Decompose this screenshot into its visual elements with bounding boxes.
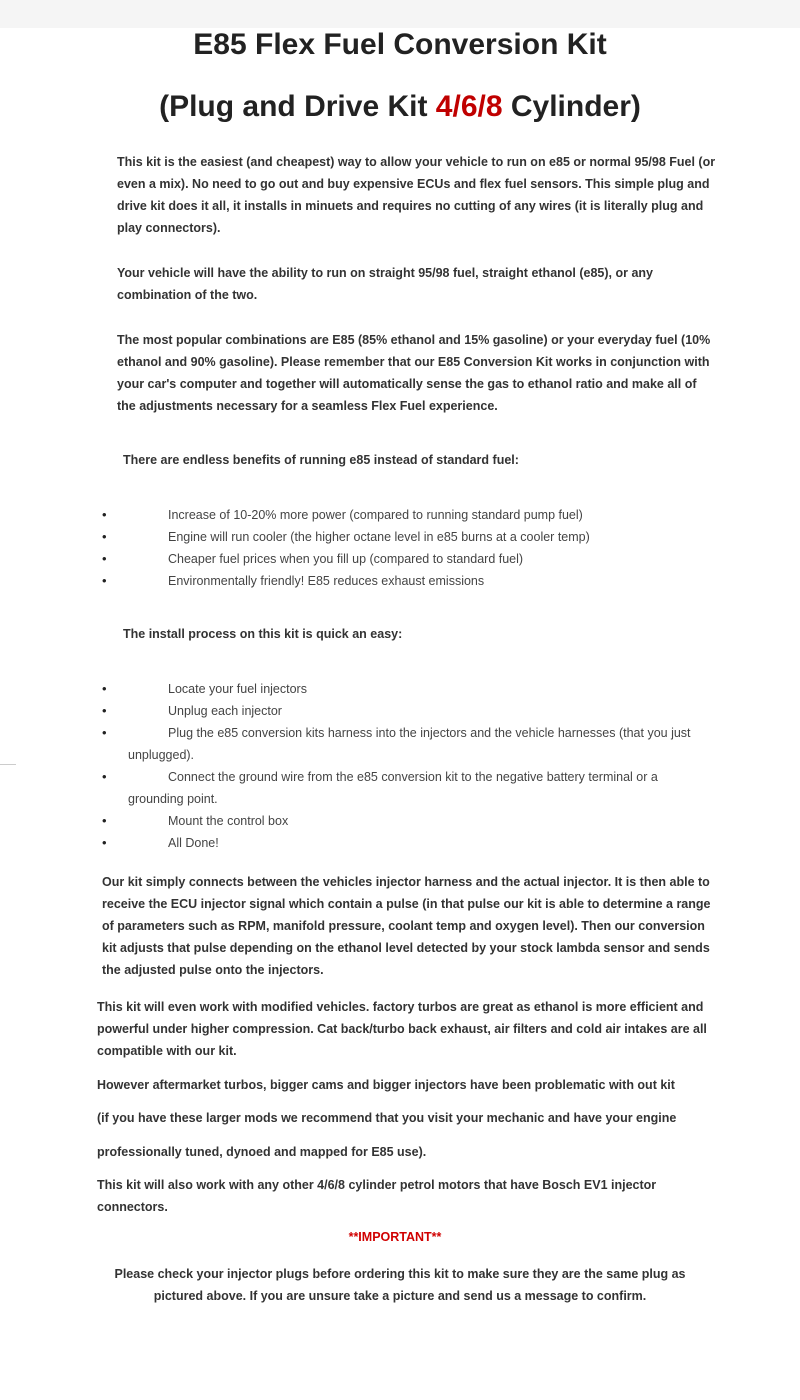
benefit-item <box>100 526 720 548</box>
install-step-text: Plug the e85 conversion kits harness into the injectors and the vehicle harnesses (that you just <box>168 726 691 740</box>
bullet: • <box>102 703 107 718</box>
how-it-works-paragraph: Our kit simply connects between the vehicles injector harness and the actual injector. It is then able to receive the ECU injector signal which contain a pulse (in that pulse our kit is able to determine a range of parameters such as RPM, manifold pressure, coolant temp and oxygen level). Then our conversion kit adjusts that pulse depending on the ethanol level detected by your stock lambda sensor and sends the adjusted pulse onto the injectors. <box>102 875 711 977</box>
install-step <box>100 832 720 854</box>
install-heading: The install process on this kit is quick an easy: <box>123 627 403 641</box>
install-step-text: Locate your fuel injectors <box>168 682 307 696</box>
install-step-continuation: grounding point. <box>128 792 218 806</box>
bullet: • <box>102 813 107 828</box>
subtitle-suffix: Cylinder) <box>502 90 641 123</box>
compatibility-paragraph: This kit will also work with any other 4/6/8 cylinder petrol motors that have Bosch EV1 injector connectors. <box>97 1178 657 1214</box>
benefits-heading: There are endless benefits of running e85 instead of standard fuel: <box>123 453 519 467</box>
benefit-text: Cheaper fuel prices when you fill up (compared to standard fuel) <box>168 552 524 566</box>
closing-paragraph: Please check your injector plugs before ordering this kit to make sure they are the same plug as pictured above. If you are unsure take a picture and send us a message to confirm. <box>114 1267 686 1303</box>
intro-paragraph-3: The most popular combinations are E85 (85% ethanol and 15% gasoline) or your everyday fuel (10% ethanol and 90% gasoline). Please remember that our E85 Conversion Kit works in conjunction with your car's computer and together will automatically sense the gas to ethanol ratio and make all of the adjustments necessary for a seamless Flex Fuel experience. <box>117 333 711 413</box>
subtitle-cylinders: 4/6/8 <box>435 90 503 123</box>
install-step <box>100 722 720 766</box>
intro-paragraph-2: Your vehicle will have the ability to run on straight 95/98 fuel, straight ethanol (e85), or any combination of the two. <box>117 266 653 302</box>
install-step <box>100 678 720 700</box>
install-step <box>100 766 720 810</box>
bullet: • <box>102 681 107 696</box>
install-step-text: All Done! <box>168 836 219 850</box>
benefits-list <box>100 504 720 592</box>
aftermarket-line-3: professionally tuned, dynoed and mapped for E85 use). <box>97 1145 427 1159</box>
install-steps-list <box>100 678 720 854</box>
benefit-text: Increase of 10-20% more power (compared to running standard pump fuel) <box>168 508 583 522</box>
edge-mark <box>0 764 16 765</box>
bullet: • <box>102 769 107 784</box>
aftermarket-line-2: (if you have these larger mods we recommend that you visit your mechanic and have your engine <box>97 1111 677 1125</box>
bullet: • <box>102 725 107 740</box>
bullet: • <box>102 835 107 850</box>
subtitle-prefix: (Plug and Drive Kit <box>159 90 436 123</box>
benefit-item <box>100 570 720 592</box>
bullet: • <box>102 573 107 588</box>
bullet: • <box>102 507 107 522</box>
intro-paragraph-1: This kit is the easiest (and cheapest) way to allow your vehicle to run on e85 or normal 95/98 Fuel (or even a mix). No need to go out and buy expensive ECUs and flex fuel sensors. This simple plug and drive kit does it all, it installs in minuets and requires no cutting of any wires (it is literally plug and play connectors). <box>117 155 716 235</box>
modified-vehicles-paragraph: This kit will even work with modified vehicles. factory turbos are great as ethanol is more efficient and powerful under higher compression. Cat back/turbo back exhaust, air filters and cold air intakes are all compatible with our kit. <box>97 1000 707 1058</box>
benefit-item <box>100 504 720 526</box>
page-subtitle <box>0 90 800 124</box>
page-title: E85 Flex Fuel Conversion Kit <box>193 28 607 61</box>
install-step <box>100 810 720 832</box>
install-step-continuation: unplugged). <box>128 748 195 762</box>
benefit-text: Environmentally friendly! E85 reduces exhaust emissions <box>168 574 485 588</box>
bullet: • <box>102 529 107 544</box>
bullet: • <box>102 551 107 566</box>
install-step-text: Unplug each injector <box>168 704 282 718</box>
important-label: **IMPORTANT** <box>348 1230 442 1244</box>
aftermarket-line-1: However aftermarket turbos, bigger cams and bigger injectors have been problematic with out kit <box>97 1078 675 1092</box>
top-strip <box>0 0 800 28</box>
install-step-text: Connect the ground wire from the e85 conversion kit to the negative battery terminal or a <box>168 770 658 784</box>
benefit-item <box>100 548 720 570</box>
benefit-text: Engine will run cooler (the higher octane level in e85 burns at a cooler temp) <box>168 530 590 544</box>
install-step-text: Mount the control box <box>168 814 289 828</box>
install-step <box>100 700 720 722</box>
